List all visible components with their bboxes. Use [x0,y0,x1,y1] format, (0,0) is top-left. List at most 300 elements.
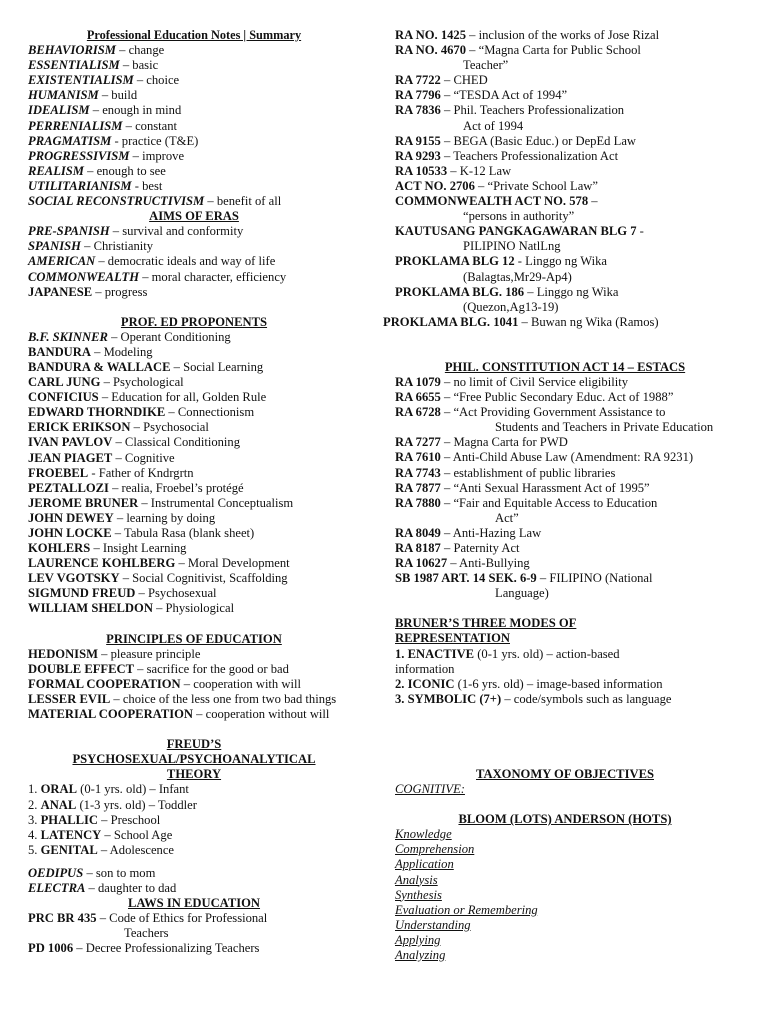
era-item [28,270,360,285]
item-term: HUMANISM [28,88,99,103]
item-separator: – [135,586,148,601]
item-separator: – [110,691,123,706]
item-separator: – [134,661,147,676]
item-separator: – [97,646,111,661]
law-description: – Decree Professionalizing Teachers [76,941,260,956]
item-term: PEZTALLOZI [28,480,109,495]
freud-heading-line-2: PSYCHOSEXUAL/PSYCHOANALYTICAL [72,752,316,767]
law-description-continued: Act” [495,510,519,525]
item-description: cooperation without will [205,707,330,722]
proponent-item [28,556,360,571]
law-code: RA 7877 [395,480,441,495]
item-term: SPANISH [28,239,81,254]
item-term: BANDURA [28,344,91,359]
item-term: ESSENTIALISM [28,58,120,73]
item-separator: – [107,329,121,344]
item-separator: – [440,133,454,148]
item-separator: – [129,148,143,163]
law-description: Linggo ng Wika [525,254,607,269]
item-term: KOHLERS [28,541,91,556]
mode-name: 3. SYMBOLIC (7+) [395,691,502,706]
era-item [28,224,360,239]
complex-item [28,881,360,896]
item-description: realia, Froebel’s protégé [121,480,244,495]
bloom-level-item: Analysis [395,872,438,887]
mode-description: (0-1 yrs. old) – action-based [477,646,620,661]
proponent-item [28,496,360,511]
laws-heading: LAWS IN EDUCATION [127,896,261,911]
proponent-item [28,360,360,375]
item-separator: – [113,510,127,525]
law-description-continued: Students and Teachers in Private Education [495,420,714,435]
law-description-continued: Teacher” [463,58,509,73]
law-code: RA 8187 [395,541,441,555]
complexes-list [28,866,360,896]
item-separator: – [130,420,144,435]
item-description: progress [104,284,148,299]
item-description: build [111,88,138,103]
bloom-level-item: Synthesis [395,887,442,902]
bloom-level-item: Analyzing [395,947,446,962]
stage-number: 1. [28,782,38,797]
law-description: Magna Carta for PWD [453,435,568,450]
law-code: ACT NO. 2706 [395,178,475,193]
item-term: JAPANESE [28,284,93,299]
principle-item [28,662,360,677]
law-code: RA 6728 [395,405,441,420]
item-separator: – [440,465,454,480]
philosophy-item [28,119,360,134]
stage-number: 4. [28,827,38,842]
law-description: Paternity Act [453,541,520,555]
law-description: no limit of Civil Service eligibility [453,374,628,389]
item-term: LAURENCE KOHLBERG [28,556,176,571]
item-term: PROGRESSIVISM [28,148,130,163]
item-separator: – [108,480,122,495]
item-separator: – [83,865,96,880]
item-description: Social Cognitivist, Scaffolding [132,571,288,586]
item-separator: – [440,450,453,465]
law-code: RA 10627 [395,556,448,571]
bloom-level-item: Evaluation or Remembering [395,902,538,917]
bloom-level-item: Understanding [395,917,471,932]
item-description: enough in mind [102,103,182,118]
item-description: Father of Kndrgrtn [98,465,194,480]
item-description: cooperation with will [193,676,301,691]
law-description: “Private School Law” [487,178,598,193]
item-separator: - [88,465,99,480]
eras-list [28,224,360,299]
law-item [395,43,735,58]
item-term: FROEBEL [28,465,89,480]
item-term: EXISTENTIALISM [28,73,134,88]
law-code: RA 7610 [395,450,441,465]
item-separator: – [447,556,460,571]
law-description: BEGA (Basic Educ.) or DepEd Law [453,133,636,148]
law-item [395,405,735,420]
law-description: “Anti Sexual Harassment Act of 1995” [453,480,650,495]
bruner-modes-list [395,647,735,707]
item-separator: – [175,556,188,571]
bruner-mode-item [395,692,735,707]
item-description: pleasure principle [110,646,201,661]
proponent-item [28,541,360,556]
law-item [395,73,735,88]
item-separator: – [89,103,103,118]
item-separator: – [524,284,537,299]
item-separator: – [122,118,136,133]
item-separator: – [440,73,454,88]
era-item [28,239,360,254]
item-term: IDEALISM [28,103,90,118]
law-code: RA 7743 [395,465,441,480]
item-separator: – [536,571,550,586]
item-separator: – [440,103,454,118]
ra-list-2 [395,375,735,601]
item-term: HEDONISM [28,646,98,661]
proponent-item [28,451,360,466]
freud-heading-line-1: FREUD’S [166,737,222,752]
item-term: PRAGMATISM [28,133,112,148]
item-description: basic [132,58,159,73]
law-item [395,375,735,390]
item-separator: – [98,390,112,405]
mode-name: 1. ENACTIVE [395,646,475,661]
law-code: PROKLAMA BLG. 186 [395,284,525,299]
item-separator: - [636,224,644,239]
mode-name: 2. ICONIC [395,676,455,691]
law-code: RA 1079 [395,374,441,389]
law-description-continued: Language) [495,586,549,601]
stage-name: GENITAL [40,842,98,857]
item-description: constant [135,118,178,133]
law-description: Teachers Professionalization Act [453,148,619,163]
law-description: – Code of Ethics for Professional [99,911,268,926]
item-description: daughter to dad [97,880,177,895]
item-separator: – [90,344,104,359]
item-separator: – [98,88,112,103]
stage-description: – School Age [104,827,173,842]
law-item [395,450,735,465]
item-description: choice of the less one from two bad things [122,691,337,706]
item-description: change [128,43,165,58]
item-description: Modeling [103,344,153,359]
complex-item [28,866,360,881]
item-separator: - [131,178,143,193]
law-description-continued: (Quezon,Ag13-19) [463,299,559,314]
bloom-levels-list [395,827,735,963]
philosophy-item [28,103,360,118]
bruner-mode-item [395,677,735,692]
bloom-heading: BLOOM (LOTS) ANDERSON (HOTS) [458,812,672,827]
law-item [395,390,735,405]
item-term: SIGMUND FREUD [28,586,136,601]
item-separator: – [133,73,147,88]
item-description: Moral Development [187,556,290,571]
item-separator: - [111,133,122,148]
law-description: CHED [453,73,488,88]
bruner-heading-line-1: BRUNER’S THREE MODES OF [395,616,577,631]
item-term: AMERICAN [28,254,96,269]
philosophies-list [28,43,360,209]
constitution-heading: PHIL. CONSTITUTION ACT 14 – ESTACS [444,359,686,374]
item-term: PRE-SPANISH [28,224,110,239]
item-term: IVAN PAVLOV [28,435,113,450]
law-item [395,496,735,511]
item-term: JEROME BRUNER [28,495,139,510]
item-term: OEDIPUS [28,865,84,880]
law-code: RA 8049 [395,525,441,540]
law-description: Phil. Teachers Professionalization [453,103,625,118]
proponents-list [28,330,360,617]
left-column [28,28,360,956]
law-item [395,556,735,571]
item-description: enough to see [96,163,166,178]
stage-name: PHALLIC [40,812,98,827]
law-code: RA NO. 4670 [395,43,467,58]
item-term: REALISM [28,163,84,178]
bruner-heading-line-2: REPRESENTATION [395,631,510,646]
proponent-item [28,586,360,601]
stage-description: – Preschool [101,812,161,827]
law-item [395,571,735,586]
item-term: JOHN LOCKE [28,526,112,540]
stage-description: (1-3 yrs. old) – Toddler [79,797,197,812]
law-item [395,541,735,556]
philosophy-item [28,58,360,73]
stage-number: 3. [28,812,38,827]
item-term: LESSER EVIL [28,691,111,706]
law-code: RA 7796 [395,88,441,103]
item-description: sacrifice for the good or bad [146,661,289,676]
freud-stage-item [28,843,360,858]
item-description: practice (T&E) [121,133,199,148]
mode-description: (1-6 yrs. old) – image-based information [457,676,663,691]
philosophy-item [28,43,360,58]
item-separator: – [193,707,206,722]
proponent-item [28,405,360,420]
item-term: JOHN DEWEY [28,510,114,525]
law-item [395,435,735,450]
freud-stages-list [28,782,360,857]
era-item [28,285,360,300]
item-description: Insight Learning [102,541,187,556]
item-separator: – [440,525,453,540]
right-column [383,28,735,963]
proponent-item [28,511,360,526]
item-term: B.F. SKINNER [28,329,108,344]
era-item [28,254,360,269]
item-separator: – [440,148,454,163]
item-separator: – [100,375,114,390]
item-separator: – [111,526,124,540]
page-title: Professional Education Notes | Summary [86,28,302,42]
item-term: COMMONWEALTH [28,269,140,284]
item-separator: – [466,43,479,58]
proponent-item [28,526,360,541]
proponents-heading: PROF. ED PROPONENTS [120,314,268,329]
item-term: CONFICIUS [28,390,99,405]
proponent-item [28,390,360,405]
item-term: EDWARD THORNDIKE [28,405,166,420]
law-description: inclusion of the works of Jose Rizal [478,28,660,42]
item-term: SOCIAL RECONSTRUCTIVISM [28,194,205,209]
law-description: “Magna Carta for Public School [478,43,641,58]
item-description: improve [142,148,185,163]
item-separator: – [474,178,488,193]
taxonomy-subheading: COGNITIVE: [395,782,465,797]
law-description-continued: “persons in authority” [463,209,575,224]
law-description: FILIPINO (National [549,571,653,586]
bloom-level-item: Knowledge [395,827,452,842]
law-code: RA 6655 [395,390,441,405]
law-item [395,149,735,164]
law-code: RA 9155 [395,133,441,148]
stage-name: LATENCY [40,827,102,842]
item-term: LEV VGOTSKY [28,571,120,586]
mode-description: – code/symbols such as language [504,691,672,706]
item-description: learning by doing [126,510,216,525]
law-description: Anti-Bullying [459,556,530,571]
item-separator: – [119,571,133,586]
stage-number: 2. [28,797,38,812]
law-description: Anti-Child Abuse Law (Amendment: RA 9231) [452,450,694,465]
item-separator: – [466,28,479,42]
principles-heading: PRINCIPLES OF EDUCATION [106,631,282,646]
proponent-item [28,571,360,586]
law-item [395,194,735,209]
item-term: MATERIAL COOPERATION [28,707,194,722]
law-code: KAUTUSANG PANGKAGAWARAN BLG 7 [395,224,637,239]
law-item [395,466,735,481]
law-item [395,164,735,179]
item-term: JEAN PIAGET [28,450,113,465]
mode-description-continued: information [395,661,455,676]
item-description: Operant Conditioning [120,329,231,344]
item-separator: – [112,450,125,465]
item-description: Cognitive [124,450,175,465]
item-separator: – [440,495,454,510]
item-separator: – [95,254,108,269]
item-separator: – [109,224,123,239]
proponent-item [28,345,360,360]
philosophy-item [28,194,360,209]
item-separator: – [115,43,129,58]
item-description: Classical Conditioning [124,435,241,450]
principle-item [28,647,360,662]
proklama-1041: PROKLAMA BLG. 1041 – Buwan ng Wika (Ramos) [383,314,659,329]
law-item [395,481,735,496]
law-item [395,285,735,300]
item-description: son to mom [95,865,156,880]
item-term: ELECTRA [28,880,86,895]
law-code: RA 9293 [395,148,441,163]
law-code: RA 7880 [395,495,441,510]
item-separator: – [90,541,103,556]
principle-item [28,707,360,722]
law-code: RA 10533 [395,163,448,178]
law-description: Linggo ng Wika [536,284,619,299]
law-description-continued: Teachers [124,926,169,941]
item-description: benefit of all [216,194,282,209]
law-description: Anti-Hazing Law [452,525,542,540]
proponent-item [28,481,360,496]
item-separator: – [440,541,454,555]
item-term: PERRENIALISM [28,118,123,133]
law-item [395,224,735,239]
item-separator: – [588,194,598,209]
bloom-level-item: Applying [395,932,441,947]
item-separator: – [80,239,94,254]
law-item [28,941,360,956]
law-code: RA 7836 [395,103,441,118]
item-separator: – [180,676,194,691]
item-description: survival and conformity [122,224,244,239]
law-item [395,28,735,43]
freud-heading-line-3: THEORY [166,767,222,782]
principle-item [28,677,360,692]
item-separator: – [119,58,133,73]
principles-list [28,647,360,722]
law-description: “Act Providing Government Assistance to [453,405,666,420]
bloom-level-item: Application [395,857,454,872]
law-description-continued: Act of 1994 [463,118,524,133]
philosophy-item [28,164,360,179]
law-code: COMMONWEALTH ACT NO. 578 [395,194,589,209]
philosophy-item [28,179,360,194]
item-description: moral character, efficiency [151,269,287,284]
stage-name: ORAL [40,782,77,797]
item-separator: – [204,194,217,209]
item-description: Psychological [113,375,184,390]
law-code: SB 1987 ART. 14 SEK. 6-9 [395,571,537,586]
item-separator: - [514,254,526,269]
item-description: Education for all, Golden Rule [111,390,267,405]
freud-stage-item [28,828,360,843]
law-item [395,526,735,541]
proponent-item [28,330,360,345]
freud-stage-item [28,782,360,797]
proponent-item [28,435,360,450]
law-description-continued: (Balagtas,Mr29-Ap4) [463,269,572,284]
item-description: Tabula Rasa (blank sheet) [124,526,255,540]
item-separator: – [84,163,97,178]
item-separator: – [92,284,105,299]
item-term: ERICK ERIKSON [28,420,131,435]
taxonomy-heading: TAXONOMY OF OBJECTIVES [476,766,654,781]
law-item [28,911,360,926]
item-description: Physiological [165,601,235,616]
law-item [395,134,735,149]
item-description: Connectionism [177,405,255,420]
law-item [395,88,735,103]
item-separator: – [447,163,460,178]
aims-of-eras-heading: AIMS OF ERAS [149,209,239,224]
item-separator: – [85,880,98,895]
item-term: UTILITARIANISM [28,178,132,193]
law-description: “Free Public Secondary Educ. Act of 1988” [453,390,674,405]
stage-description: (0-1 yrs. old) – Infant [80,782,189,797]
item-term: WILLIAM SHELDON [28,601,153,616]
item-description: Instrumental Conceptualism [150,495,294,510]
item-separator: – [440,88,454,103]
law-description: “Fair and Equitable Access to Education [453,495,658,510]
item-separator: – [440,480,454,495]
item-description: best [142,178,163,193]
freud-stage-item [28,798,360,813]
item-separator: – [440,390,454,405]
law-item [395,179,735,194]
